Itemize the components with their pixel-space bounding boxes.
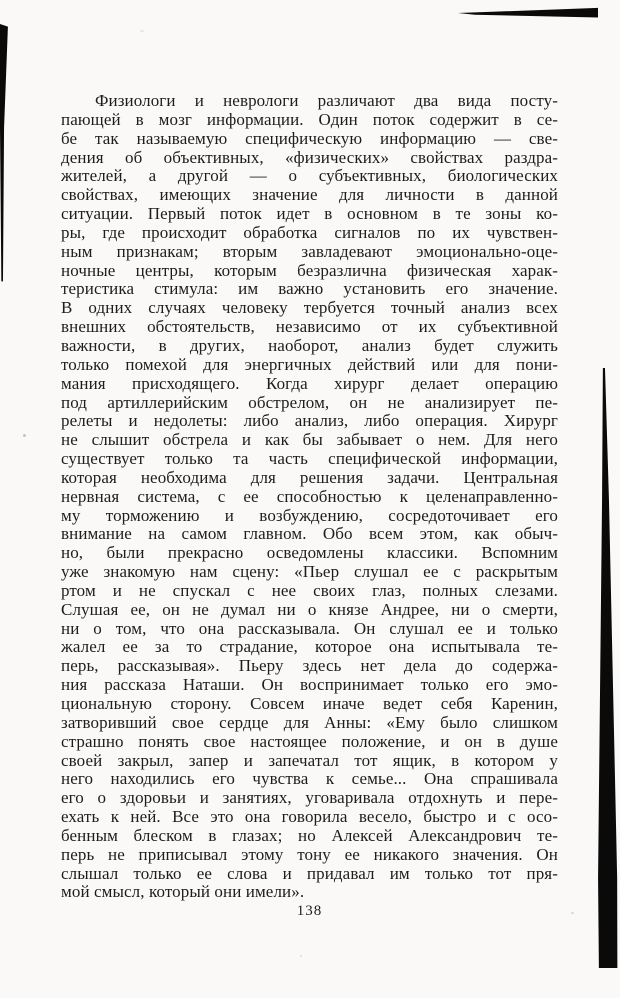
text-line: Физиологи и неврологи различают два вида посту- <box>95 91 558 110</box>
text-line: ния рассказа Наташи. Он воспринимает только его эмо- <box>61 675 558 695</box>
text-line: ночные центры, которым безразлична физическая харак- <box>61 260 558 280</box>
text-line: только помехой для энергичных действий или для пони- <box>61 354 558 374</box>
text-line: жалел ее за то страдание, которое она испытывала те- <box>61 637 558 657</box>
text-line: пающей в мозг информации. Один поток содержит в се- <box>61 109 558 129</box>
text-line: релеты и недолеты: либо анализ, либо операция. Хирург <box>61 411 558 431</box>
text-line: нервная система, с ее способностью к целенаправленно- <box>61 486 558 506</box>
text-line: слышал только ее слова и придавал им только тот пря- <box>61 863 558 883</box>
text-line: страшно понять свое настоящее положение, и он в душе <box>61 731 558 751</box>
text-line: жителей, а другой — о субъективных, биологических <box>61 166 558 186</box>
text-line: теристика стимула: им важно установить его значение. <box>61 279 558 299</box>
text-line: под артиллерийским обстрелом, он не анализирует пе- <box>61 392 558 412</box>
paper-speck <box>23 434 26 437</box>
text-line: Слушая ее, он не думал ни о князе Андрее, ни о смерти, <box>61 599 558 619</box>
text-line: его о здоровьи и занятиях, уговаривала отдохнуть и пере- <box>61 788 558 808</box>
text-line: ным признакам; вторым завладевают эмоционально-оце- <box>61 241 558 261</box>
text-line: му торможению и возбуждению, сосредоточивает его <box>61 505 558 525</box>
text-line: перь, рассказывая». Пьеру здесь нет дела до содержа- <box>61 656 558 676</box>
text-line: мания присходящего. Когда хирург делает операцию <box>61 373 558 393</box>
text-line: не слышит обстрела и как бы забывает о нем. Для него <box>61 430 558 450</box>
paper-speck <box>140 30 144 32</box>
text-line: затворивший свое сердце для Анны: «Ему было слишком <box>61 712 558 732</box>
text-line: мой смысл, который они имели». <box>61 882 305 902</box>
text-line: ситуации. Первый поток идет в основном в те зоны ко- <box>61 204 558 224</box>
text-line: свойствах, имеющих значение для личности в данной <box>61 185 558 205</box>
text-line: ни о том, что она рассказывала. Он слушал ее и только <box>61 618 558 638</box>
text-line: него находились его чувства к семье... Она спрашивала <box>61 769 558 789</box>
body-text <box>61 92 558 902</box>
scan-artifact-top-right <box>458 7 598 18</box>
text-line: ртом и не спускал с нее своих глаз, полных слезами. <box>61 580 558 600</box>
text-line: внешних обстоятельств, независимо от их субъективной <box>61 317 558 337</box>
text-line: дения об объективных, «физических» свойствах раздра- <box>61 147 558 167</box>
text-line: бе так называемую специфическую информацию — све- <box>61 128 558 148</box>
text-line: которая необходима для решения задачи. Центральная <box>61 467 558 487</box>
text-line: В одних случаях человеку тербуется точный анализ всех <box>61 298 558 318</box>
text-line: своей закрыл, запер и запечатал тот ящик, в котором у <box>61 750 558 770</box>
text-line: уже знакомую нам сцену: «Пьер слушал ее с раскрытым <box>61 562 558 582</box>
paper-speck <box>300 955 302 957</box>
scan-artifact-right-edge <box>597 368 618 968</box>
text-line: важности, в других, наоборот, анализ будет служить <box>61 335 558 355</box>
text-line: внимание на самом главном. Обо всем этом, как обыч- <box>61 524 558 544</box>
page-number: 138 <box>296 903 323 919</box>
paper-speck <box>571 912 574 914</box>
text-line: но, были прекрасно осведомлены классики. Вспомним <box>61 543 558 563</box>
text-line: ры, где происходит обработка сигналов по их чувствен- <box>61 222 558 242</box>
scan-artifact-left-edge <box>0 24 9 284</box>
text-line: перь не приписывал этому тону ее никакого значения. Он <box>61 844 558 864</box>
text-line: бенным блеском в глазах; но Алексей Александрович те- <box>61 825 558 845</box>
text-line: циональную сторону. Совсем иначе ведет себя Каренин, <box>61 694 558 713</box>
text-line: ехать к ней. Все это она говорила весело, быстро и с осо- <box>61 807 558 827</box>
text-line: существует только та часть специфической информации, <box>61 449 558 469</box>
